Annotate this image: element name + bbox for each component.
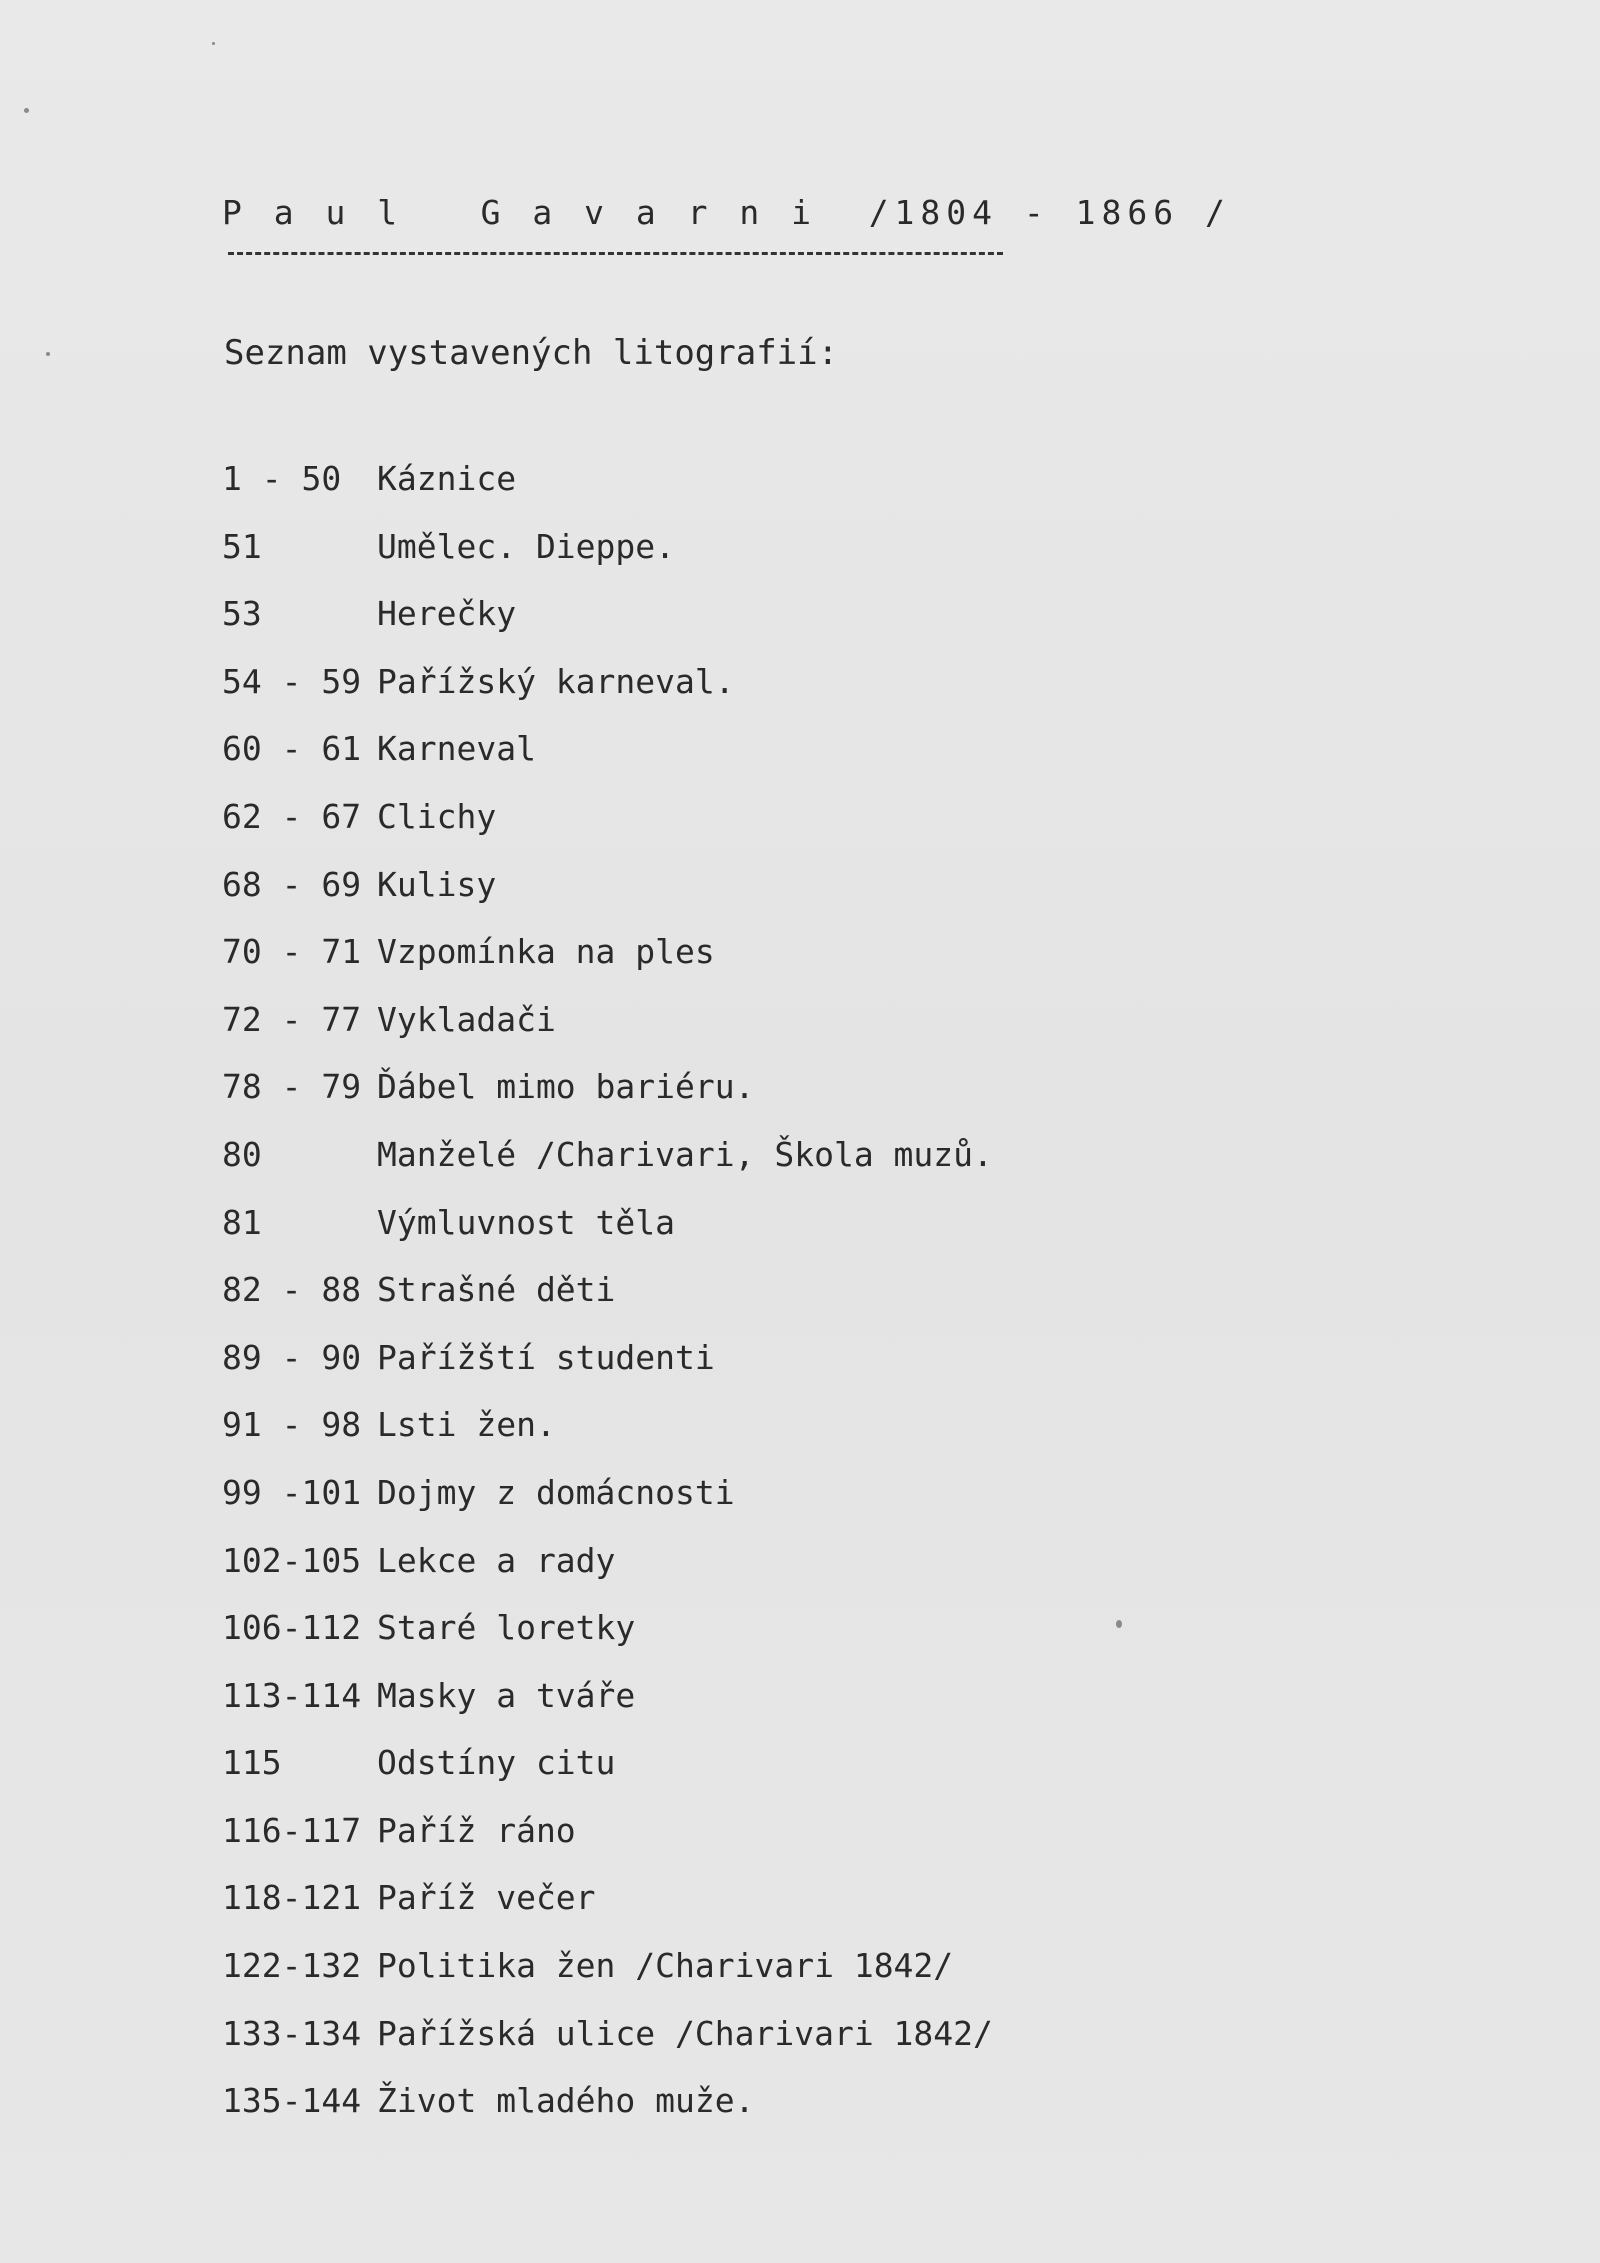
item-title: Strašné děti xyxy=(377,1270,616,1310)
item-number: 53 xyxy=(222,594,262,634)
item-title: Vykladači xyxy=(377,999,556,1039)
item-title: Pařížští studenti xyxy=(377,1337,715,1377)
item-number: 122-132 xyxy=(222,1946,362,1986)
item-number: 70 - 71 xyxy=(222,932,362,972)
item-title: Výmluvnost těla xyxy=(377,1202,676,1242)
item-number: 89 - 90 xyxy=(222,1337,362,1377)
item-title: Život mladého muže. xyxy=(377,2081,755,2121)
list-item xyxy=(222,1067,993,1135)
item-number: 99 -101 xyxy=(222,1472,362,1512)
list-item xyxy=(222,1946,993,2014)
item-number: 118-121 xyxy=(222,1878,362,1918)
item-title: Manželé /Charivari, Škola muzů. xyxy=(377,1134,993,1174)
item-title: Lekce a rady xyxy=(377,1540,616,1580)
list-item xyxy=(222,797,993,865)
item-title: Herečky xyxy=(377,594,517,634)
item-number: 80 xyxy=(222,1134,262,1174)
item-number: 68 - 69 xyxy=(222,864,362,904)
list-item xyxy=(222,1811,993,1879)
item-number: 54 - 59 xyxy=(222,661,362,701)
item-title: Vzpomínka na ples xyxy=(377,932,715,972)
list-item xyxy=(222,1541,993,1609)
list-item xyxy=(222,1338,993,1406)
list-item xyxy=(222,2014,993,2082)
list-item xyxy=(222,1608,993,1676)
item-number: 1 - 50 xyxy=(222,459,342,498)
list-item xyxy=(222,594,993,662)
list-item xyxy=(222,662,993,730)
item-number: 78 - 79 xyxy=(222,1067,362,1107)
lithograph-list xyxy=(222,459,993,2149)
item-number: 81 xyxy=(222,1202,262,1242)
paper-speck xyxy=(1116,1620,1122,1628)
item-number: 62 - 67 xyxy=(222,796,362,836)
item-number: 115 xyxy=(222,1743,282,1783)
item-title: Clichy xyxy=(377,796,497,836)
document-heading: P a u l G a v a r n i /1804 - 1866 / xyxy=(222,193,1231,232)
list-item xyxy=(222,1270,993,1338)
list-item xyxy=(222,1473,993,1541)
item-title: Paříž ráno xyxy=(377,1810,576,1850)
paper-speck xyxy=(24,108,29,113)
item-number: 116-117 xyxy=(222,1810,362,1850)
item-title: Kulisy xyxy=(377,864,497,904)
list-item xyxy=(222,1405,993,1473)
heading-underline xyxy=(228,252,1003,255)
paper-speck xyxy=(212,42,215,45)
list-item xyxy=(222,1203,993,1271)
item-number: 113-114 xyxy=(222,1675,362,1715)
item-title: Odstíny citu xyxy=(377,1743,616,1783)
item-number: 133-134 xyxy=(222,2013,362,2053)
list-item xyxy=(222,865,993,933)
item-number: 82 - 88 xyxy=(222,1270,362,1310)
paper-speck xyxy=(46,352,50,356)
item-title: Politika žen /Charivari 1842/ xyxy=(377,1946,954,1986)
item-title: Karneval xyxy=(377,729,536,769)
list-item xyxy=(222,1878,993,1946)
item-title: Ďábel mimo bariéru. xyxy=(377,1067,755,1107)
list-item xyxy=(222,459,993,527)
item-title: Staré loretky xyxy=(377,1608,636,1648)
item-title: Masky a tváře xyxy=(377,1675,636,1715)
item-number: 106-112 xyxy=(222,1608,362,1648)
item-title: Umělec. Dieppe. xyxy=(377,526,676,566)
item-title: Káznice xyxy=(377,459,517,498)
list-item xyxy=(222,1743,993,1811)
list-item xyxy=(222,932,993,1000)
list-subtitle: Seznam vystavených litografií: xyxy=(224,333,839,373)
item-title: Paříž večer xyxy=(377,1878,596,1918)
list-item xyxy=(222,2081,993,2149)
item-number: 60 - 61 xyxy=(222,729,362,769)
list-item xyxy=(222,1676,993,1744)
item-title: Lsti žen. xyxy=(377,1405,556,1445)
item-number: 91 - 98 xyxy=(222,1405,362,1445)
item-title: Pařížský karneval. xyxy=(377,661,735,701)
item-title: Pařížská ulice /Charivari 1842/ xyxy=(377,2013,993,2053)
list-item xyxy=(222,1000,993,1068)
item-number: 102-105 xyxy=(222,1540,362,1580)
list-item xyxy=(222,1135,993,1203)
item-number: 135-144 xyxy=(222,2081,362,2121)
list-item xyxy=(222,527,993,595)
item-title: Dojmy z domácnosti xyxy=(377,1472,735,1512)
list-item xyxy=(222,729,993,797)
item-number: 51 xyxy=(222,526,262,566)
item-number: 72 - 77 xyxy=(222,999,362,1039)
